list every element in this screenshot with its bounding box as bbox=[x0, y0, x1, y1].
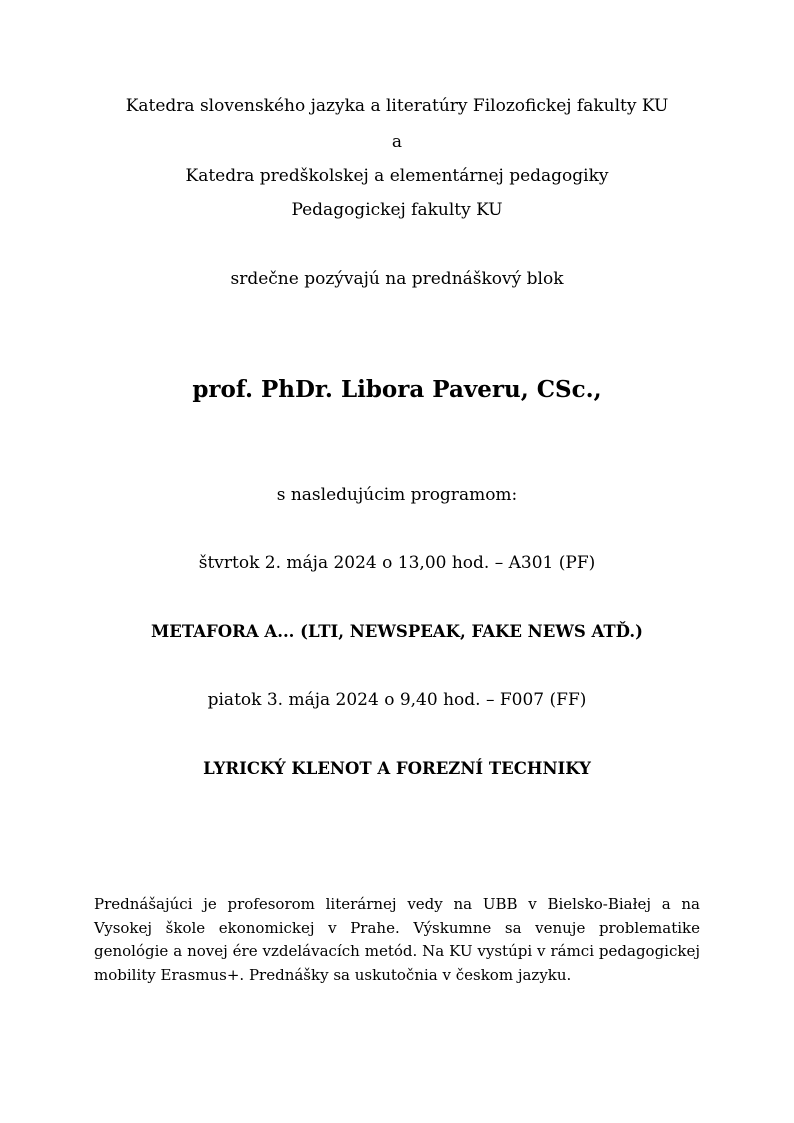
speaker-name: prof. PhDr. Libora Paveru, CSc., bbox=[192, 376, 602, 403]
invitation-text: srdečne pozývajú na prednáškový blok bbox=[230, 269, 564, 289]
speaker-bio: Prednášajúci je profesorom literárnej vedy na UBB v Bielsko-Białej a na Vysokej škole ekonomickej v Prahe. Výskumne sa venuje problematike genológie a novej ére vzdelávacích metód. Na KU vystúpi v rámci pedagogickej mobility Erasmus+. Prednášky sa uskutočnia v českom jazyku. bbox=[94, 895, 700, 984]
organizer-1: Katedra slovenského jazyka a literatúry Filozofickej fakulty KU bbox=[125, 96, 669, 116]
conjunction: a bbox=[391, 132, 403, 152]
program-intro: s nasledujúcim programom: bbox=[276, 485, 518, 505]
organizer-2-line-1: Katedra predškolskej a elementárnej pedagogiky bbox=[185, 166, 609, 186]
session-1-when: štvrtok 2. mája 2024 o 13,00 hod. – A301 (PF) bbox=[198, 553, 596, 573]
session-1-title: METAFORA A... (LTI, NEWSPEAK, FAKE NEWS ATĎ.) bbox=[151, 622, 643, 641]
session-2-title: LYRICKÝ KLENOT A FOREZNÍ TECHNIKY bbox=[203, 759, 591, 778]
organizer-2-line-2: Pedagogickej fakulty KU bbox=[291, 200, 503, 220]
session-2-when: piatok 3. mája 2024 o 9,40 hod. – F007 (FF) bbox=[207, 690, 587, 710]
